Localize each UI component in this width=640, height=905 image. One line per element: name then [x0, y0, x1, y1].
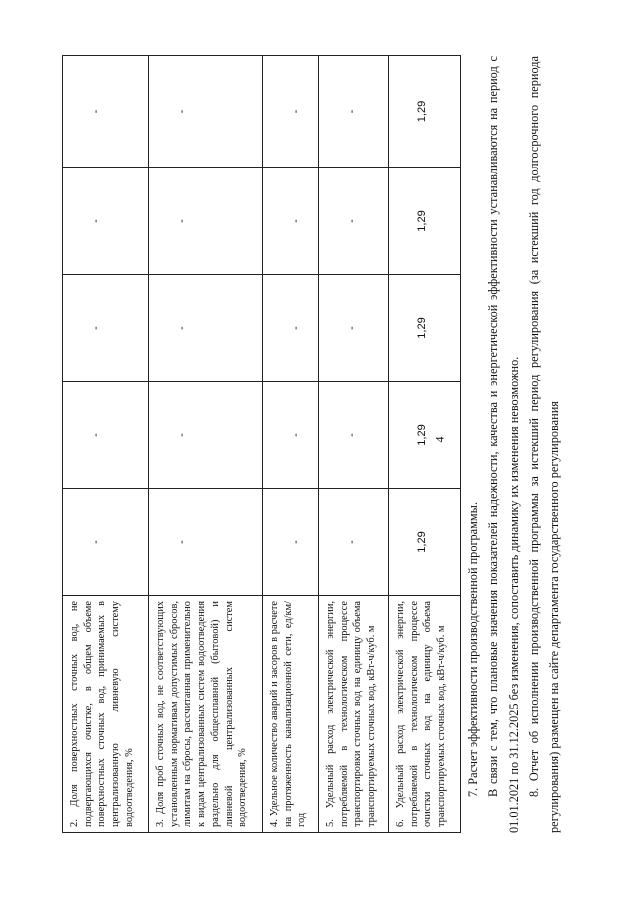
- rotated-page-content: [62, 56, 632, 833]
- value-cell: -: [319, 168, 389, 275]
- indicators-table: [62, 55, 461, 833]
- value-cell: -: [63, 275, 149, 382]
- section-7-title: 7. Расчет эффективности производственной программы.: [466, 501, 480, 797]
- value-cell: -: [319, 382, 389, 489]
- value-cell: -: [263, 168, 319, 275]
- table-row: [263, 56, 319, 833]
- value-cell: -: [63, 56, 149, 168]
- value-cell: -: [263, 56, 319, 168]
- section-7-body: В связи с тем, что плановые значения показателей надежности, качества и энергетической эффективности устанавливаются на период с 01.01.2021 по 31.12.2025 без изменения, сопоставить динамику их изменения невозможно.: [486, 56, 521, 833]
- table-row: [319, 56, 389, 833]
- value-cell: -: [263, 489, 319, 596]
- value-cell: -: [319, 489, 389, 596]
- value-cell: -: [63, 382, 149, 489]
- value-cell: -: [263, 275, 319, 382]
- table-row: [63, 56, 149, 833]
- value-cell: -: [149, 489, 263, 596]
- value-cell: -: [149, 56, 263, 168]
- value-cell: -: [149, 382, 263, 489]
- indicator-cell: 4. Удельное количество аварий и засоров в расчете на протяженность канализационной сети, ед/км/год: [263, 596, 319, 833]
- table-row: [389, 56, 461, 833]
- indicator-cell: 6. Удельный расход электрической энергии, потребляемой в технологическом процессе очистки сточных вод на единицу объема транспортируемых сточных вод, кВт-ч/куб. м: [389, 596, 461, 833]
- value-cell: 1,29: [389, 168, 461, 275]
- value-cell: -: [263, 382, 319, 489]
- value-cell: 1,29: [389, 382, 461, 489]
- value-cell: -: [319, 275, 389, 382]
- value-cell: 1,29: [389, 275, 461, 382]
- value-cell: -: [63, 168, 149, 275]
- value-cell: -: [149, 275, 263, 382]
- value-cell: 1,29: [389, 56, 461, 168]
- value-cell: 1,29: [389, 489, 461, 596]
- indicator-cell: 3. Доля проб сточных вод, не соответствующих установленным нормативам допустимых сбросов, лимитам на сбросы, рассчитанная применительно к видам централизованных систем водоотведения раздельно для общесплавной (бытовой) и ливневой централизованных систем водоотведения, %: [149, 596, 263, 833]
- value-cell: -: [149, 168, 263, 275]
- indicator-cell: 2. Доля поверхностных сточных вод, не подвергающихся очистке, в общем объеме поверхностных сточных вод, принимаемых в централизованную ливневую систему водоотведения, %: [63, 596, 149, 833]
- value-cell: -: [63, 489, 149, 596]
- body-text: [463, 56, 564, 833]
- indicator-cell: 5. Удельный расход электрической энергии, потребляемой в технологическом процессе транспортировки сточных вод на единицу объема транспортируемых сточных вод, кВт-ч/куб. м: [319, 596, 389, 833]
- page-number: 4: [432, 436, 447, 443]
- section-8-body: 8. Отчет об исполнении производственной программы за истекший период регулирования (за истекший год долгосрочного периода регулирования) размещен на сайте департамента государственного регулирования: [526, 56, 562, 833]
- table-row: [149, 56, 263, 833]
- value-cell: -: [319, 56, 389, 168]
